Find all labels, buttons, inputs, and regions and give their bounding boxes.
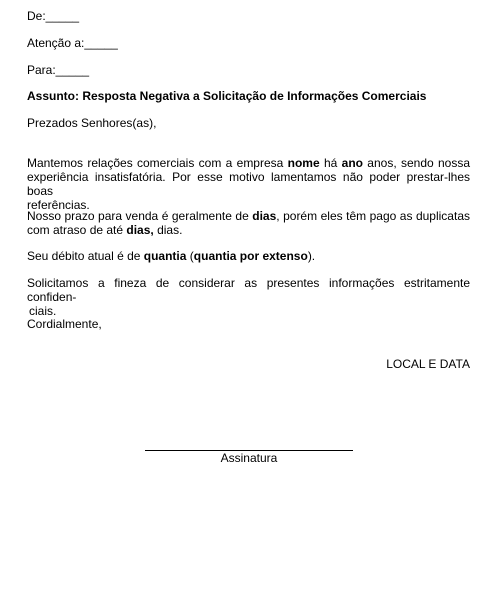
paragraph-relations-line-3: referências. xyxy=(27,198,90,212)
signature-label: Assinatura xyxy=(220,451,278,465)
years-placeholder: ano xyxy=(341,156,363,170)
paragraph-terms-line-1: Nosso prazo para venda é geralmente de dias, porém eles têm pago as duplicatas xyxy=(27,209,470,223)
subject-line: Assunto: Resposta Negativa a Solicitação de Informações Comerciais xyxy=(27,89,427,103)
paragraph-relations-line-2: experiência insatisfatória. Por esse motivo lamentamos não poder prestar-lhes boas xyxy=(27,170,470,198)
from-line: De:_____ xyxy=(27,9,80,23)
paragraph-debt: Seu débito atual é de quantia (quantia por extenso). xyxy=(27,249,316,263)
company-name-placeholder: nome xyxy=(287,156,320,170)
delay-days-placeholder: dias, xyxy=(126,223,154,237)
paragraph-relations xyxy=(27,156,470,212)
days-placeholder: dias xyxy=(252,209,277,223)
amount-placeholder: quantia xyxy=(143,249,187,263)
paragraph-relations-line-1: Mantemos relações comerciais com a empresa nome há ano anos, sendo nossa xyxy=(27,156,470,170)
paragraph-confidential-line-1: Solicitamos a fineza de considerar as presentes informações estritamente confiden- xyxy=(27,276,470,304)
greeting: Prezados Senhores(as), xyxy=(27,116,157,130)
paragraph-terms-line-2: com atraso de até dias, dias. xyxy=(27,223,183,237)
paragraph-confidential xyxy=(27,276,470,318)
paragraph-confidential-line-2: ciais. xyxy=(29,304,57,318)
attention-line: Atenção a:_____ xyxy=(27,36,118,50)
to-line: Para:_____ xyxy=(27,63,90,77)
paragraph-terms xyxy=(27,209,470,237)
amount-in-words-placeholder: quantia por extenso xyxy=(193,249,308,263)
place-and-date: LOCAL E DATA xyxy=(386,357,470,371)
closing: Cordialmente, xyxy=(27,317,102,331)
